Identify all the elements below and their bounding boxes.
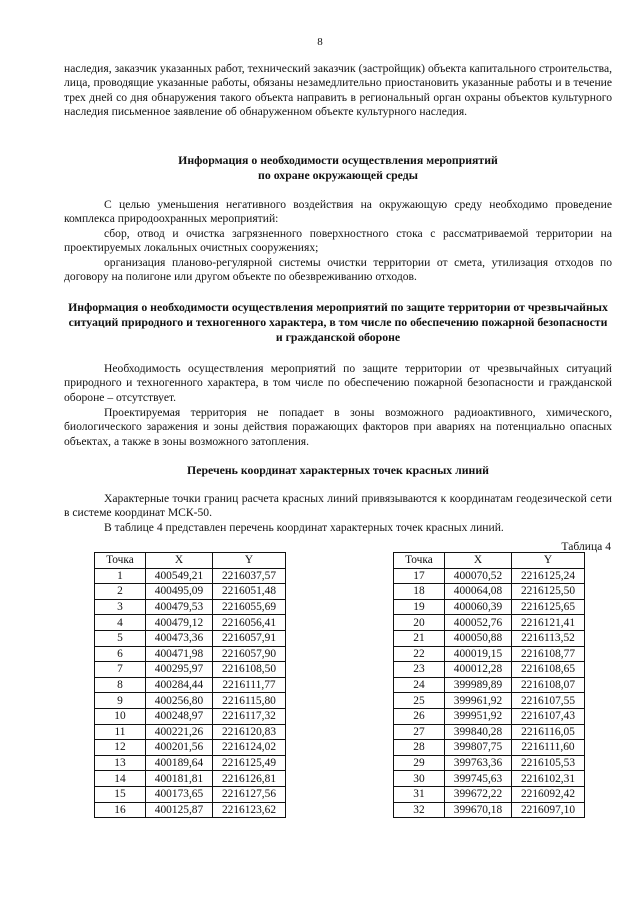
x-cell: 399807,75	[445, 740, 512, 756]
y-cell: 2216111,60	[512, 740, 585, 756]
table-row	[394, 646, 585, 662]
y-cell: 2216056,41	[213, 615, 286, 631]
y-cell: 2216125,24	[512, 568, 585, 584]
table-row	[95, 755, 286, 771]
y-cell: 2216117,32	[213, 708, 286, 724]
y-cell: 2216127,56	[213, 786, 286, 802]
x-cell: 400052,76	[445, 615, 512, 631]
table-row	[394, 708, 585, 724]
table-row	[95, 740, 286, 756]
header-point: Точка	[394, 553, 445, 569]
x-cell: 400064,08	[445, 584, 512, 600]
point-cell: 29	[394, 755, 445, 771]
env-heading-line2: по охране окружающей среды	[258, 167, 418, 182]
y-cell: 2216055,69	[213, 599, 286, 615]
point-cell: 15	[95, 786, 146, 802]
point-cell: 31	[394, 786, 445, 802]
point-cell: 5	[95, 630, 146, 646]
point-cell: 1	[95, 568, 146, 584]
table-header-row	[394, 553, 585, 569]
y-cell: 2216125,50	[512, 584, 585, 600]
y-cell: 2216108,77	[512, 646, 585, 662]
table-row	[394, 584, 585, 600]
table-row	[95, 708, 286, 724]
point-cell: 19	[394, 599, 445, 615]
table-row	[95, 630, 286, 646]
y-cell: 2216126,81	[213, 771, 286, 787]
y-cell: 2216057,91	[213, 630, 286, 646]
point-cell: 17	[394, 568, 445, 584]
table-row	[394, 786, 585, 802]
x-cell: 399951,92	[445, 708, 512, 724]
point-cell: 12	[95, 740, 146, 756]
y-cell: 2216051,48	[213, 584, 286, 600]
y-cell: 2216124,02	[213, 740, 286, 756]
x-cell: 400201,56	[146, 740, 213, 756]
env-heading	[64, 153, 612, 183]
y-cell: 2216107,43	[512, 708, 585, 724]
x-cell: 400479,12	[146, 615, 213, 631]
y-cell: 2216108,65	[512, 662, 585, 678]
table-row	[394, 568, 585, 584]
table-row	[394, 693, 585, 709]
header-y: Y	[512, 553, 585, 569]
point-cell: 32	[394, 802, 445, 818]
x-cell: 399670,18	[445, 802, 512, 818]
point-cell: 26	[394, 708, 445, 724]
table-row	[95, 599, 286, 615]
point-cell: 27	[394, 724, 445, 740]
coords-table-right	[393, 552, 585, 818]
x-cell: 400471,98	[146, 646, 213, 662]
x-cell: 400019,15	[445, 646, 512, 662]
x-cell: 399763,36	[445, 755, 512, 771]
env-paragraph-3: организация планово-регулярной системы очистки территории от смета, утилизация отходов по договору на полигоне или другом объекте по обезвреживанию отходов.	[64, 256, 612, 284]
x-cell: 400473,36	[146, 630, 213, 646]
x-cell: 400284,44	[146, 677, 213, 693]
y-cell: 2216123,62	[213, 802, 286, 818]
table-row	[394, 677, 585, 693]
point-cell: 11	[95, 724, 146, 740]
table-row	[95, 646, 286, 662]
point-cell: 21	[394, 630, 445, 646]
point-cell: 28	[394, 740, 445, 756]
point-cell: 20	[394, 615, 445, 631]
table-row	[95, 771, 286, 787]
emergency-heading: Информация о необходимости осуществления мероприятий по защите территории от чрезвычайных ситуаций природного и техногенного характера, в том числе по обеспечению пожарной безопасности и гражданской обороне	[68, 300, 608, 344]
x-cell: 400256,80	[146, 693, 213, 709]
y-cell: 2216105,53	[512, 755, 585, 771]
intro-paragraph: наследия, заказчик указанных работ, технический заказчик (застройщик) объекта капитального строительства, лица, проводящие указанные работы, обязаны незамедлительно приостановить указанные работы и в течение трех дней со дня обнаружения такого объекта направить в региональный орган охраны объектов культурного наследия письменное заявление об обнаруженном объекте культурного наследия.	[64, 62, 612, 119]
y-cell: 2216092,42	[512, 786, 585, 802]
table-row	[394, 662, 585, 678]
x-cell: 400295,97	[146, 662, 213, 678]
table-row	[394, 802, 585, 818]
table-row	[95, 584, 286, 600]
y-cell: 2216115,80	[213, 693, 286, 709]
x-cell: 400189,64	[146, 755, 213, 771]
point-cell: 30	[394, 771, 445, 787]
y-cell: 2216120,83	[213, 724, 286, 740]
y-cell: 2216037,57	[213, 568, 286, 584]
point-cell: 25	[394, 693, 445, 709]
table-row	[95, 724, 286, 740]
env-paragraph-2: сбор, отвод и очистка загрязненного поверхностного стока с рассматриваемой территории на проектируемых локальных очистных сооружениях;	[64, 227, 612, 255]
point-cell: 4	[95, 615, 146, 631]
coords-heading: Перечень координат характерных точек красных линий	[187, 463, 489, 477]
x-cell: 400173,65	[146, 786, 213, 802]
header-y: Y	[213, 553, 286, 569]
table-header-row	[95, 553, 286, 569]
point-cell: 14	[95, 771, 146, 787]
x-cell: 400495,09	[146, 584, 213, 600]
x-cell: 400181,81	[146, 771, 213, 787]
env-paragraph-1: С целью уменьшения негативного воздействия на окружающую среду необходимо проведение комплекса природоохранных мероприятий:	[64, 198, 612, 226]
x-cell: 400549,21	[146, 568, 213, 584]
table-caption: Таблица 4	[561, 540, 611, 553]
y-cell: 2216113,52	[512, 630, 585, 646]
table-row	[394, 755, 585, 771]
table-row	[394, 771, 585, 787]
point-cell: 3	[95, 599, 146, 615]
y-cell: 2216108,07	[512, 677, 585, 693]
x-cell: 400221,26	[146, 724, 213, 740]
table-row	[394, 724, 585, 740]
y-cell: 2216125,65	[512, 599, 585, 615]
point-cell: 8	[95, 677, 146, 693]
x-cell: 399745,63	[445, 771, 512, 787]
point-cell: 24	[394, 677, 445, 693]
point-cell: 7	[95, 662, 146, 678]
point-cell: 2	[95, 584, 146, 600]
point-cell: 9	[95, 693, 146, 709]
x-cell: 400050,88	[445, 630, 512, 646]
table-row	[394, 599, 585, 615]
coords-paragraph-2: В таблице 4 представлен перечень координат характерных точек красных линий.	[104, 521, 504, 534]
x-cell: 399672,22	[445, 786, 512, 802]
coords-table-left	[94, 552, 286, 818]
x-cell: 400479,53	[146, 599, 213, 615]
y-cell: 2216125,49	[213, 755, 286, 771]
x-cell: 400012,28	[445, 662, 512, 678]
header-x: X	[146, 553, 213, 569]
y-cell: 2216097,10	[512, 802, 585, 818]
x-cell: 400125,87	[146, 802, 213, 818]
header-x: X	[445, 553, 512, 569]
y-cell: 2216108,50	[213, 662, 286, 678]
x-cell: 400060,39	[445, 599, 512, 615]
x-cell: 400248,97	[146, 708, 213, 724]
point-cell: 23	[394, 662, 445, 678]
table-row	[95, 662, 286, 678]
table-row	[394, 630, 585, 646]
y-cell: 2216116,05	[512, 724, 585, 740]
env-heading-line1: Информация о необходимости осуществления мероприятий	[178, 153, 498, 167]
header-point: Точка	[95, 553, 146, 569]
y-cell: 2216057,90	[213, 646, 286, 662]
table-row	[95, 568, 286, 584]
table-row	[394, 615, 585, 631]
x-cell: 399840,28	[445, 724, 512, 740]
x-cell: 400070,52	[445, 568, 512, 584]
table-row	[95, 677, 286, 693]
table-row	[95, 786, 286, 802]
point-cell: 6	[95, 646, 146, 662]
x-cell: 399961,92	[445, 693, 512, 709]
emergency-paragraph-1: Необходимость осуществления мероприятий по защите территории от чрезвычайных ситуаций природного и техногенного характера, в том числе по обеспечению пожарной безопасности и гражданской обороне – отсутствует.	[64, 362, 612, 404]
y-cell: 2216102,31	[512, 771, 585, 787]
table-row	[95, 802, 286, 818]
emergency-paragraph-2: Проектируемая территория не попадает в зоны возможного радиоактивного, химического, биологического заражения и зоны действия поражающих факторов при авариях на потенциально опасных объектах, а также в зоны возможного затопления.	[64, 406, 612, 448]
coords-paragraph-1: Характерные точки границ расчета красных линий привязываются к координатам геодезической сети в системе координат МСК-50.	[64, 492, 612, 520]
table-row	[95, 615, 286, 631]
x-cell: 399989,89	[445, 677, 512, 693]
table-row	[394, 740, 585, 756]
point-cell: 16	[95, 802, 146, 818]
point-cell: 13	[95, 755, 146, 771]
y-cell: 2216121,41	[512, 615, 585, 631]
point-cell: 18	[394, 584, 445, 600]
y-cell: 2216107,55	[512, 693, 585, 709]
table-row	[95, 693, 286, 709]
point-cell: 10	[95, 708, 146, 724]
page-number: 8	[317, 36, 323, 48]
y-cell: 2216111,77	[213, 677, 286, 693]
point-cell: 22	[394, 646, 445, 662]
